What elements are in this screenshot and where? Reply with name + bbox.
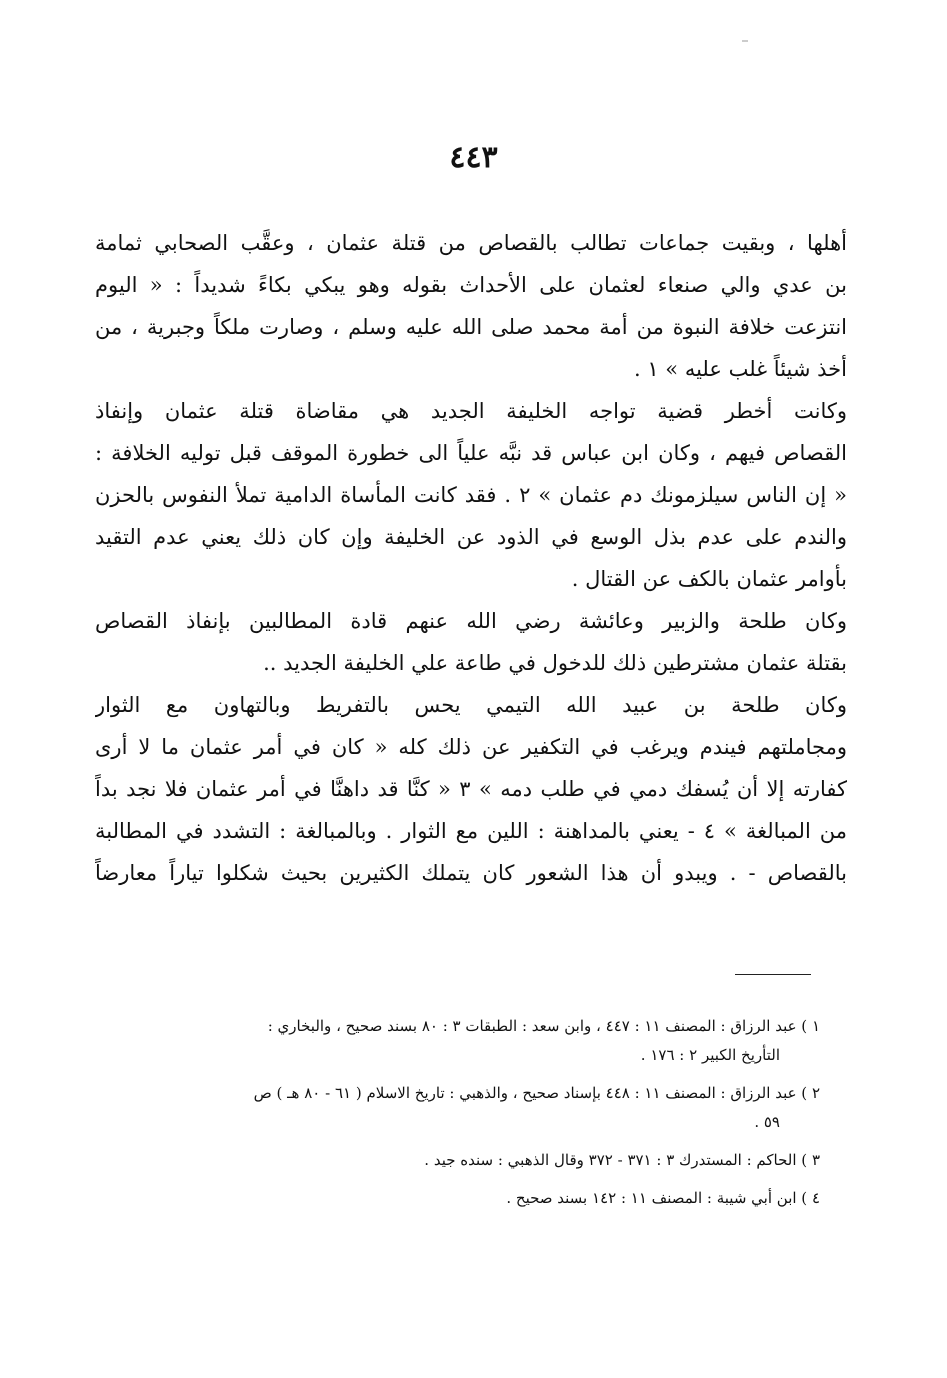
body-line: كفارته إلا أن يُسفك دمي في طلب دمه » ٣ « كنَّا قد داهنَّا في أمر عثمان فلا نجد بداً bbox=[95, 777, 847, 801]
footnote-divider bbox=[735, 974, 811, 975]
body-line: ومجاملتهم فيندم ويرغب في التكفير عن ذلك كله « كان في أمر عثمان ما لا أرى bbox=[95, 735, 847, 759]
body-line: أهلها ، وبقيت جماعات تطالب بالقصاص من قتلة عثمان ، وعقَّب الصحابي ثمامة bbox=[95, 231, 847, 255]
body-text bbox=[95, 222, 847, 894]
footnote-line: ٥٩ . bbox=[754, 1113, 780, 1131]
footnotes bbox=[130, 1012, 820, 1222]
footnote-line: ٢ ) عبد الرزاق : المصنف ١١ : ٤٤٨ بإسناد صحيح ، والذهبي : تاريخ الاسلام ( ٦١ - ٨٠ هـ ) ص bbox=[253, 1084, 820, 1102]
body-line: والندم على عدم بذل الوسع في الذود عن الخليفة وإن كان ذلك يعني عدم التقيد bbox=[95, 525, 847, 549]
body-line: بن عدي والي صنعاء لعثمان على الأحداث بقوله وهو يبكي بكاءً شديداً : « اليوم bbox=[95, 273, 847, 297]
footnote-2 bbox=[130, 1079, 820, 1137]
footnote-3 bbox=[130, 1146, 820, 1175]
footnote-4 bbox=[130, 1184, 820, 1213]
body-line: وكان طلحة والزبير وعائشة رضي الله عنهم قادة المطالبين بإنفاذ القصاص bbox=[95, 609, 847, 633]
page-number: ٤٤٣ bbox=[449, 140, 498, 175]
body-line: القصاص فيهم ، وكان ابن عباس قد نبَّه علياً الى خطورة الموقف قبل توليه الخلافة : bbox=[95, 441, 847, 465]
body-line: « إن الناس سيلزمونك دم عثمان » ٢ . فقد كانت المأساة الدامية تملأ النفوس بالحزن bbox=[95, 483, 847, 507]
body-line: من المبالغة » ٤ - يعني بالمداهنة : اللين مع الثوار . وبالمبالغة : التشدد في المطالبة bbox=[95, 819, 847, 843]
body-line: بأوامر عثمان بالكف عن القتال . bbox=[571, 567, 847, 591]
footnote-line: ١ ) عبد الرزاق : المصنف ١١ : ٤٤٧ ، وابن سعد : الطبقات ٣ : ٨٠ بسند صحيح ، والبخاري : bbox=[267, 1017, 820, 1035]
body-line: وكانت أخطر قضية تواجه الخليفة الجديد هي مقاضاة قتلة عثمان وإنفاذ bbox=[95, 399, 847, 423]
body-line: أخذ شيئاً غلب عليه » ١ . bbox=[633, 357, 847, 381]
footnote-line: ٤ ) ابن أبي شيبة : المصنف ١١ : ١٤٢ بسند صحيح . bbox=[506, 1189, 820, 1207]
footnote-1 bbox=[130, 1012, 820, 1070]
body-line: بالقصاص - . ويبدو أن هذا الشعور كان يتملك الكثيرين بحيث شكلوا تياراً معارضاً bbox=[95, 861, 847, 885]
scan-speck bbox=[742, 40, 748, 42]
body-line: بقتلة عثمان مشترطين ذلك للدخول في طاعة علي الخليفة الجديد .. bbox=[263, 651, 847, 675]
body-line: انتزعت خلافة النبوة من أمة محمد صلى الله عليه وسلم ، وصارت ملكاً وجبرية ، من bbox=[95, 315, 847, 339]
body-line: وكان طلحة بن عبيد الله التيمي يحس بالتفريط وبالتهاون مع الثوار bbox=[95, 693, 847, 717]
footnote-line: ٣ ) الحاكم : المستدرك ٣ : ٣٧١ - ٣٧٢ وقال الذهبي : سنده جيد . bbox=[424, 1151, 820, 1169]
footnote-line: التأريخ الكبير ٢ : ١٧٦ . bbox=[640, 1046, 780, 1064]
